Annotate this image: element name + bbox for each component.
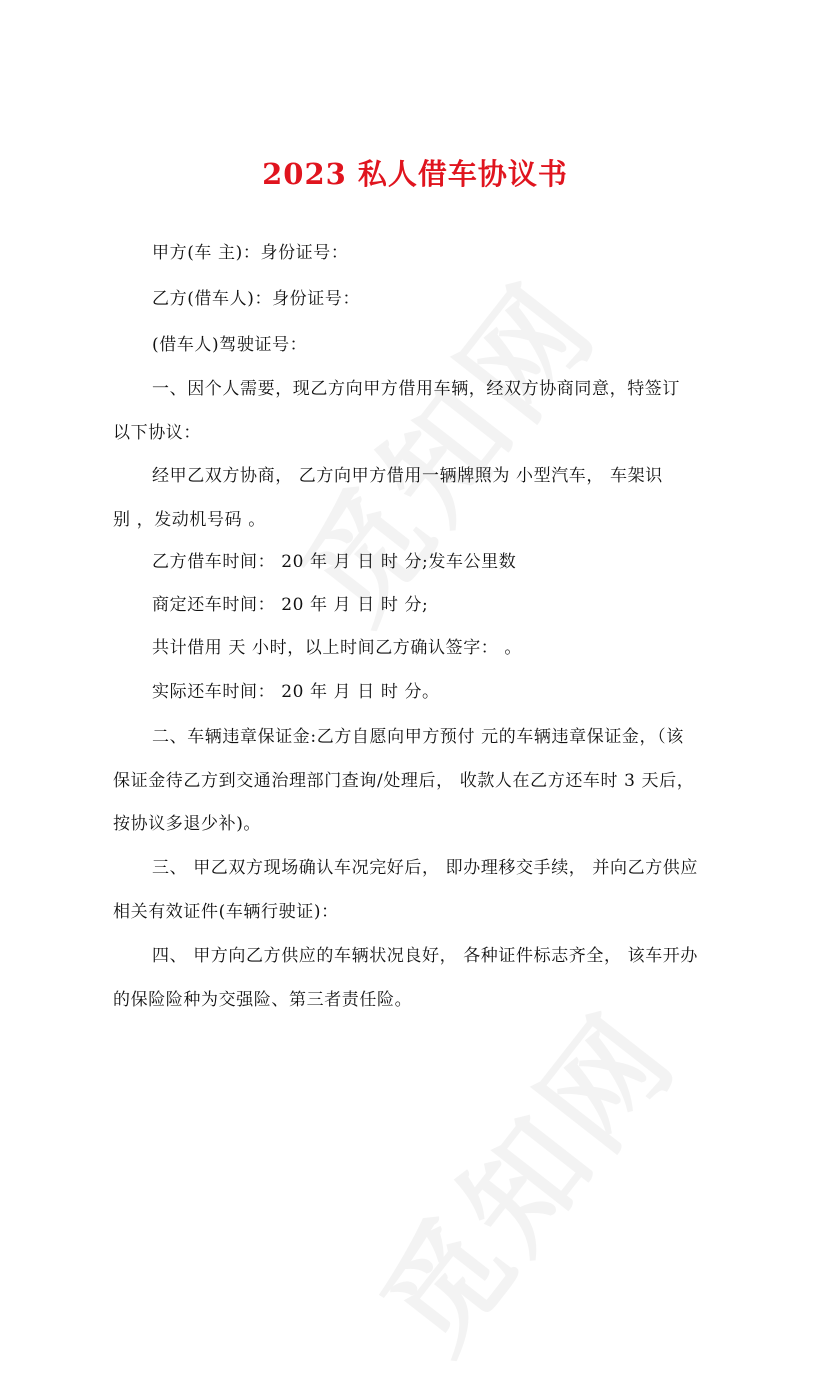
vehicle-line: 经甲乙双方协商， 乙方向甲方借用一辆牌照为 小型汽车， 车架识 xyxy=(152,466,663,486)
actual-return-line: 实际还车时间： 20 年 月 日 时 分。 xyxy=(152,682,440,702)
clause-2-line: 按协议多退少补)。 xyxy=(113,814,262,834)
party-a-line: 甲方(车 主)：身份证号： xyxy=(152,243,349,263)
clause-2-line: 二、车辆违章保证金:乙方自愿向甲方预付 元的车辆违章保证金，（该 xyxy=(152,727,684,747)
clause-3-line: 相关有效证件(车辆行驶证)： xyxy=(113,902,339,922)
vehicle-line: 别 ，发动机号码 。 xyxy=(113,510,266,530)
clause-2-line: 保证金待乙方到交通治理部门查询/处理后， 收款人在乙方还车时 3 天后， xyxy=(113,771,695,791)
clause-4-line: 四、 甲方向乙方供应的车辆状况良好， 各种证件标志齐全， 该车开办 xyxy=(152,946,699,966)
clause-4-line: 的保险险种为交强险、第三者责任险。 xyxy=(113,990,413,1010)
license-line: (借车人)驾驶证号： xyxy=(152,335,308,355)
party-b-line: 乙方(借车人)：身份证号： xyxy=(152,289,361,309)
clause-1-line: 以下协议： xyxy=(113,423,201,443)
document-title: 2023 私人借车协议书 xyxy=(262,157,568,191)
borrow-time-line: 乙方借车时间： 20 年 月 日 时 分;发车公里数 xyxy=(152,552,517,572)
watermark xyxy=(336,972,708,1380)
clause-1-line: 一、因个人需要，现乙方向甲方借用车辆，经双方协商同意，特签订 xyxy=(152,379,680,399)
return-time-line: 商定还车时间： 20 年 月 日 时 分; xyxy=(152,595,429,615)
total-line: 共计借用 天 小时，以上时间乙方确认签字： 。 xyxy=(152,638,523,658)
clause-3-line: 三、 甲乙双方现场确认车况完好后， 即办理移交手续， 并向乙方供应 xyxy=(152,858,699,878)
